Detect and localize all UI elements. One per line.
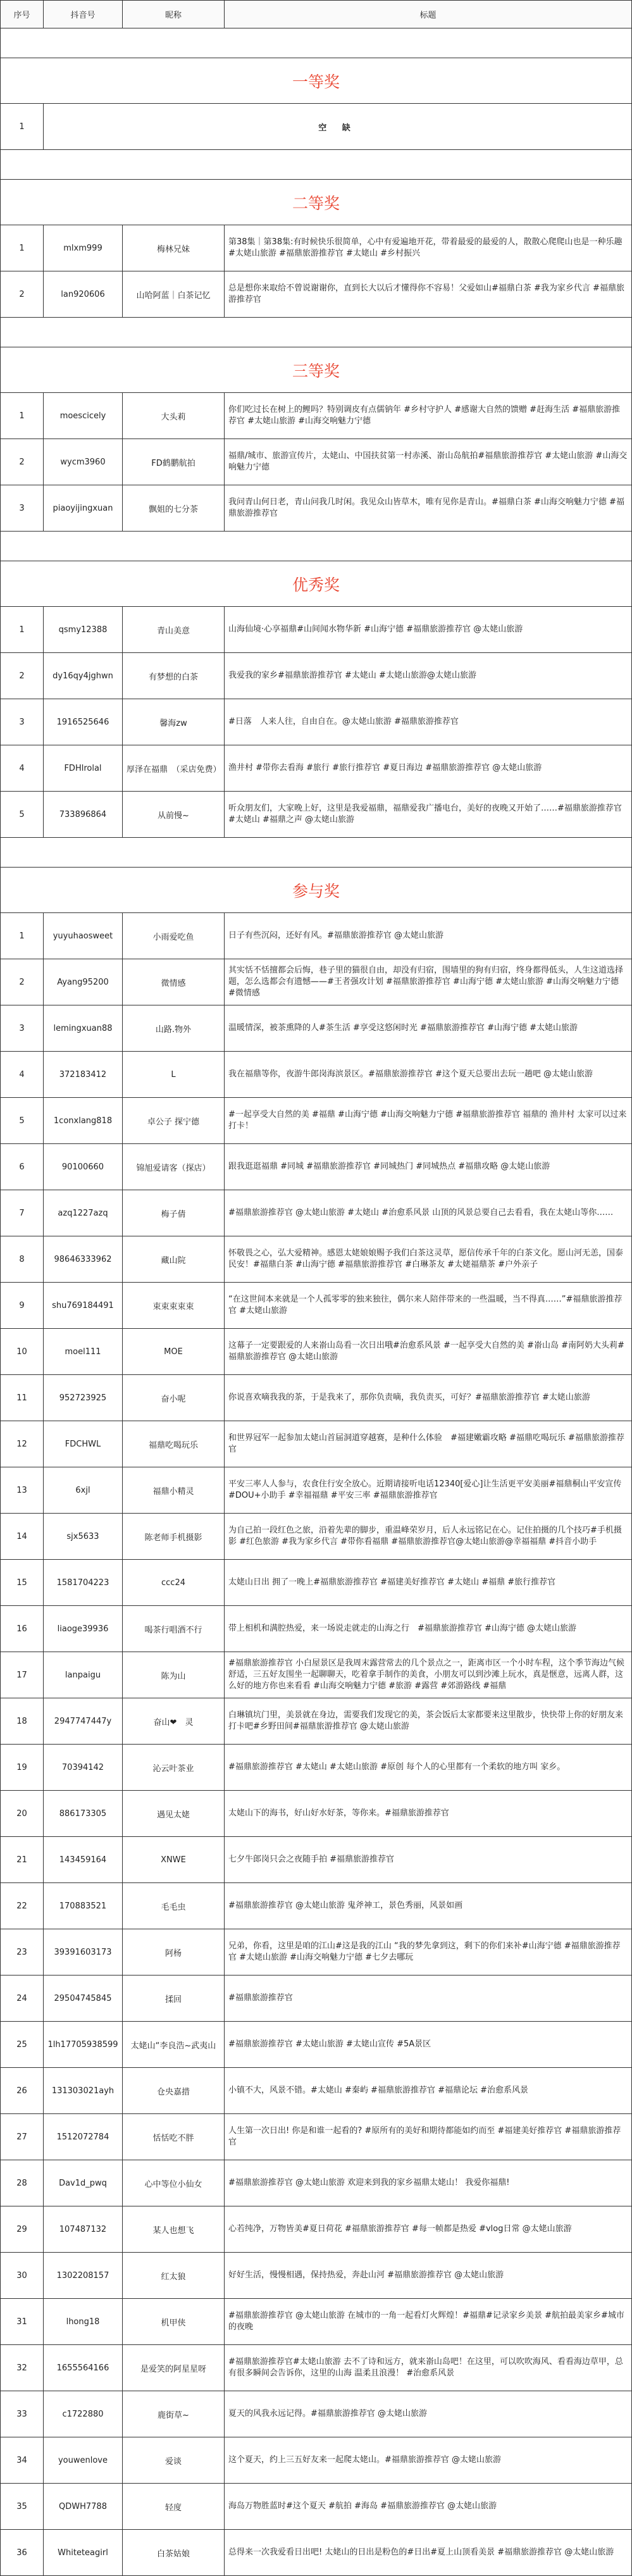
row-number: 11	[1, 1375, 44, 1421]
row-number: 28	[1, 2160, 44, 2206]
spacer-row	[1, 838, 632, 868]
section-heading: 三等奖	[1, 347, 632, 393]
table-row	[1, 2299, 632, 2345]
section-heading: 一等奖	[1, 58, 632, 104]
row-number: 3	[1, 699, 44, 745]
douyin-account: FDCHWL	[44, 1421, 123, 1467]
video-title: 其实恬不恬擅都会后悔，巷子里的猫很自由，却没有归宿，围墙里的狗有归宿，终身都得低头，人生这道选择题，怎么选都会有遗憾——#王者强攻计划 #福鼎旅游推荐官 #山海宁德 #太姥山旅游 #山海交响魅力宁德 #微情感	[225, 959, 632, 1005]
row-number: 22	[1, 1883, 44, 1929]
douyin-account: 70394142	[44, 1745, 123, 1791]
video-title: 海岛万物胜蓝时#这个夏天 #航拍 #海岛 #福鼎旅游推荐官 @太姥山旅游	[225, 2484, 632, 2530]
section-heading-row	[1, 561, 632, 607]
row-number: 12	[1, 1421, 44, 1467]
douyin-account: 1302208157	[44, 2253, 123, 2299]
row-number: 30	[1, 2253, 44, 2299]
video-title: 夏天的风我永远记得。#福鼎旅游推荐官 @太姥山旅游	[225, 2391, 632, 2437]
douyin-account: 98646333962	[44, 1236, 123, 1283]
nickname: 喝茶行唱酒不行	[123, 1606, 225, 1652]
row-number: 16	[1, 1606, 44, 1652]
row-number: 4	[1, 1052, 44, 1098]
row-number: 17	[1, 1652, 44, 1698]
nickname: 红太狼	[123, 2253, 225, 2299]
douyin-account: dy16qy4jghwn	[44, 653, 123, 699]
table-row	[1, 271, 632, 318]
video-title: #福鼎旅游推荐官 #太姥山 #太姥山旅游 #原创 每个人的心里都有一个柔软的地方叫 家乡。	[225, 1745, 632, 1791]
nickname: 奋山❤ 灵	[123, 1698, 225, 1745]
nickname: 毛毛虫	[123, 1883, 225, 1929]
row-number: 23	[1, 1929, 44, 1976]
video-title: 第38集｜第38集:有时候快乐很简单，心中有爱遍地开花，带着最爱的最爱的人，散散心爬爬山也是一种乐趣#太姥山旅游 #福鼎旅游推荐官 #太姥山 #乡村振兴	[225, 225, 632, 271]
video-title: #日落 人来人往，自由自在。@太姥山旅游 #福鼎旅游推荐官	[225, 699, 632, 745]
table-row	[1, 2160, 632, 2206]
video-title: 总是想你来取给不曾说谢谢你，直到长大以后才懂得你不容易！父爱如山#福鼎白茶 #我为家乡代言 #福鼎旅游推荐官	[225, 271, 632, 318]
nickname: 有梦想的白茶	[123, 653, 225, 699]
video-title: 这幕子一定要跟爱的人来嵛山岛看一次日出哦#治愈系风景 #一起享受大自然的美 #嵛山岛 #南阿奶大头莉#福鼎旅游推荐官 @太姥山旅游	[225, 1329, 632, 1375]
nickname: 馨海zw	[123, 699, 225, 745]
table-row	[1, 104, 632, 150]
douyin-account: 1lh17705938599	[44, 2022, 123, 2068]
douyin-account: 39391603173	[44, 1929, 123, 1976]
row-number: 18	[1, 1698, 44, 1745]
section-heading-row	[1, 58, 632, 104]
row-number: 20	[1, 1791, 44, 1837]
table-row	[1, 2022, 632, 2068]
douyin-account: azq1227azq	[44, 1190, 123, 1236]
awards-body	[1, 28, 632, 2576]
douyin-account: piaoyijingxuan	[44, 485, 123, 532]
table-row	[1, 1514, 632, 1560]
nickname: 藏山院	[123, 1236, 225, 1283]
table-row	[1, 1745, 632, 1791]
douyin-account: lemingxuan88	[44, 1005, 123, 1052]
table-row	[1, 2253, 632, 2299]
row-number: 35	[1, 2484, 44, 2530]
nickname: 白茶姑娘	[123, 2530, 225, 2576]
nickname: 仓央嘉措	[123, 2068, 225, 2114]
video-title: #福鼎旅游推荐官 @太姥山旅游 欢迎来到我的家乡福鼎太姥山！ 我爱你福鼎!	[225, 2160, 632, 2206]
nickname: ccc24	[123, 1560, 225, 1606]
douyin-account: 1655564166	[44, 2345, 123, 2391]
table-row	[1, 699, 632, 745]
douyin-account: 90100660	[44, 1144, 123, 1190]
table-row	[1, 959, 632, 1005]
table-row	[1, 2206, 632, 2253]
row-number: 9	[1, 1283, 44, 1329]
douyin-account: 29504745845	[44, 1976, 123, 2022]
video-title: 山海仙境·心享福鼎#山间闻水物华新 #山海宁德 #福鼎旅游推荐官 @太姥山旅游	[225, 607, 632, 653]
video-title: 你们吃过长在树上的鲤吗？特别调皮有点儒钠年 #乡村守护人 #感谢大自然的馈赠 #赶海生活 #福鼎旅游推荐官 #太姥山旅游 #山海交响魅力宁德	[225, 393, 632, 439]
row-number: 5	[1, 1098, 44, 1144]
douyin-account: Whiteteagirl	[44, 2530, 123, 2576]
table-row	[1, 913, 632, 959]
nickname: 某人也想飞	[123, 2206, 225, 2253]
table-row	[1, 1236, 632, 1283]
section-heading-row	[1, 347, 632, 393]
video-title: 我问青山何日老，青山问我几时闲。我见众山皆草木，唯有见你是青山。#福鼎白茶 #山海交响魅力宁德 #福鼎旅游推荐官	[225, 485, 632, 532]
video-title: #福鼎旅游推荐官	[225, 1976, 632, 2022]
row-number: 15	[1, 1560, 44, 1606]
row-number: 1	[1, 607, 44, 653]
douyin-account: 952723925	[44, 1375, 123, 1421]
video-title: 我在福鼎等你，夜游牛郎岗海滨景区。#福鼎旅游推荐官 #这个夏天总要出去玩一趟吧 @太姥山旅游	[225, 1052, 632, 1098]
douyin-account: 170883521	[44, 1883, 123, 1929]
nickname: 恬恬吃不胖	[123, 2114, 225, 2160]
row-number: 26	[1, 2068, 44, 2114]
row-number: 33	[1, 2391, 44, 2437]
nickname: 厚泽在福鼎 （采店免费）	[123, 745, 225, 792]
spacer-row	[1, 28, 632, 58]
video-title: 七夕牛郎岗只会之夜随手拍 #福鼎旅游推荐官	[225, 1837, 632, 1883]
video-title: 小镇不大，风景不错。#太姥山 #秦屿 #福鼎旅游推荐官 #福鼎论坛 #治愈系风景	[225, 2068, 632, 2114]
nickname: 山路.物外	[123, 1005, 225, 1052]
table-row	[1, 1606, 632, 1652]
nickname: 微情感	[123, 959, 225, 1005]
video-title: 平安三率人人参与，农食住行安全放心。近期请接听电话12340[爱心]让生活更平安美丽#福鼎桐山平安宣传#DOU+小助手 #幸福福鼎 #平安三率 #福鼎旅游推荐官	[225, 1467, 632, 1514]
nickname: 陈为山	[123, 1652, 225, 1698]
video-title: #福鼎旅游推荐官 小白屋景区是我周末露营常去的几个景点之一，距离市区一个小时车程，这个季节海边气候舒适，三五好友围坐一起聊聊天，吃着拿手制作的美食，小朋友可以到沙滩上玩水，真是惬意，远离人群，这么好的地方你也来看看 #山海交响魅力宁德 #旅游 #露营 #郊游路线 #福鼎	[225, 1652, 632, 1698]
douyin-account: 107487132	[44, 2206, 123, 2253]
nickname: 从前慢~	[123, 792, 225, 838]
douyin-account: 143459164	[44, 1837, 123, 1883]
row-number: 27	[1, 2114, 44, 2160]
douyin-account: 1916525646	[44, 699, 123, 745]
douyin-account: 372183412	[44, 1052, 123, 1098]
table-row	[1, 225, 632, 271]
nickname: 小雨爱吃鱼	[123, 913, 225, 959]
nickname: 是爱笑的阿星星呀	[123, 2345, 225, 2391]
header-no: 序号	[1, 1, 44, 28]
spacer-row	[1, 150, 632, 180]
nickname: 揉回	[123, 1976, 225, 2022]
video-title: “在这世间本来就是一个人孤零零的独来独往，偶尔来人陪伴带来的一些温暖，当不得真……”#福鼎旅游推荐官 #太姥山旅游	[225, 1283, 632, 1329]
video-title: 温暖情深，被茶熏降的人#茶生活 #享受这悠闲时光 #福鼎旅游推荐官 #山海宁德 #太姥山旅游	[225, 1005, 632, 1052]
header-nickname: 昵称	[123, 1, 225, 28]
header-title: 标题	[225, 1, 632, 28]
table-row	[1, 2345, 632, 2391]
table-row	[1, 1283, 632, 1329]
video-title: #福鼎旅游推荐官 @太姥山旅游 #太姥山 #治愈系风景 山顶的风景总要自己去看看，我在太姥山等你……	[225, 1190, 632, 1236]
video-title: #一起享受大自然的美 #福鼎 #山海宁德 #山海交响魅力宁德 #福鼎旅游推荐官 福鼎的 渔井村 太家可以过来打卡！	[225, 1098, 632, 1144]
table-row	[1, 1976, 632, 2022]
row-number: 8	[1, 1236, 44, 1283]
video-title: 渔井村 #带你去看海 #旅行 #旅行推荐官 #夏日海边 #福鼎旅游推荐官 @太姥山旅游	[225, 745, 632, 792]
douyin-account: lan920606	[44, 271, 123, 318]
nickname: 沁云叶茶业	[123, 1745, 225, 1791]
video-title: 怀敬畏之心，弘大爱精神。感恩太姥娘娘赐予我们白茶这灵草，愿信传承千年的白茶文化。愿山河无恙，国泰民安！#福鼎白茶 #山海宁德 #福鼎旅游推荐官 #白琳茶友 #太姥福鼎茶 #户外亲子	[225, 1236, 632, 1283]
video-title: 福鼎/城市、旅游宣传片，太姥山、中国扶贫第一村赤溪、嵛山岛航拍#福鼎旅游推荐官 #太姥山旅游 #山海交响魅力宁德	[225, 439, 632, 485]
table-row	[1, 1098, 632, 1144]
douyin-account: liaoge39936	[44, 1606, 123, 1652]
nickname: 卓公子 探宁德	[123, 1098, 225, 1144]
douyin-account: 131303021ayh	[44, 2068, 123, 2114]
douyin-account: c1722880	[44, 2391, 123, 2437]
row-number: 2	[1, 653, 44, 699]
douyin-account: FDHlrolal	[44, 745, 123, 792]
table-row	[1, 1421, 632, 1467]
row-number: 2	[1, 271, 44, 318]
video-title: #福鼎旅游推荐官 @太姥山旅游 鬼斧神工，景色秀丽，风景如画	[225, 1883, 632, 1929]
table-row	[1, 1467, 632, 1514]
douyin-account: 733896864	[44, 792, 123, 838]
table-row	[1, 1929, 632, 1976]
video-title: 带上相机和满腔热爱，来一场说走就走的山海之行 #福鼎旅游推荐官 #山海宁德 @太姥山旅游	[225, 1606, 632, 1652]
nickname: 爱谈	[123, 2437, 225, 2484]
video-title: 我爱我的家乡#福鼎旅游推荐官 #太姥山 #太姥山旅游@太姥山旅游	[225, 653, 632, 699]
douyin-account: lanpaigu	[44, 1652, 123, 1698]
nickname: 太姥山“李良浩~武夷山	[123, 2022, 225, 2068]
nickname: 机甲侠	[123, 2299, 225, 2345]
video-title: #福鼎旅游推荐官 @太姥山旅游 在城市的一角一起看灯火辉煌！#福鼎#记录家乡美景 #航拍最美家乡#城市的夜晚	[225, 2299, 632, 2345]
table-row	[1, 2068, 632, 2114]
row-number: 2	[1, 439, 44, 485]
table-row	[1, 2391, 632, 2437]
nickname: 鹿街草~	[123, 2391, 225, 2437]
table-row	[1, 745, 632, 792]
nickname: 梅子倩	[123, 1190, 225, 1236]
douyin-account: 1581704223	[44, 1560, 123, 1606]
douyin-account: sjx5633	[44, 1514, 123, 1560]
section-heading-row	[1, 868, 632, 913]
row-number: 1	[1, 104, 44, 150]
nickname: 福鼎吃喝玩乐	[123, 1421, 225, 1467]
nickname: 轻度	[123, 2484, 225, 2530]
row-number: 7	[1, 1190, 44, 1236]
row-number: 19	[1, 1745, 44, 1791]
table-row	[1, 2437, 632, 2484]
nickname: 山哈阿蓝｜白茶记忆	[123, 271, 225, 318]
nickname: L	[123, 1052, 225, 1098]
table-row	[1, 485, 632, 532]
table-row	[1, 653, 632, 699]
table-row	[1, 1698, 632, 1745]
table-row	[1, 1329, 632, 1375]
nickname: 阿杨	[123, 1929, 225, 1976]
header-row	[1, 1, 632, 28]
douyin-account: shu769184491	[44, 1283, 123, 1329]
row-number: 4	[1, 745, 44, 792]
video-title: 人生第一次日出! 你是和谁一起看的? #原所有的美好和期待都能如约而至 #福建美好推荐官 #福鼎旅游推荐官	[225, 2114, 632, 2160]
video-title: 为自己拍一段红色之旅，沿着先辈的脚步，重温峰荣岁月，后人永远铭记在心。记住拍摄的几个技巧#手机摄影 #红色旅游 #我为家乡代言 #带你看福鼎 #福鼎旅游推荐官@太姥山旅游@幸福福鼎 #抖音小助手	[225, 1514, 632, 1560]
table-row	[1, 1560, 632, 1606]
nickname: 梅林兄妹	[123, 225, 225, 271]
table-row	[1, 2530, 632, 2576]
video-title: 好好生活，慢慢相遇，保持热爱，奔赴山河 #福鼎旅游推荐官 @太姥山旅游	[225, 2253, 632, 2299]
section-heading: 参与奖	[1, 868, 632, 913]
douyin-account: wycm3960	[44, 439, 123, 485]
table-row	[1, 1883, 632, 1929]
row-number: 32	[1, 2345, 44, 2391]
douyin-account: 2947747447y	[44, 1698, 123, 1745]
nickname: 心中等位小仙女	[123, 2160, 225, 2206]
nickname: 束束束束束	[123, 1283, 225, 1329]
douyin-account: moel111	[44, 1329, 123, 1375]
row-number: 5	[1, 792, 44, 838]
video-title: 日子有些沉闷，还好有风。#福鼎旅游推荐官 @太姥山旅游	[225, 913, 632, 959]
table-row	[1, 1791, 632, 1837]
row-number: 29	[1, 2206, 44, 2253]
douyin-account: yuyuhaosweet	[44, 913, 123, 959]
table-row	[1, 2484, 632, 2530]
section-heading: 优秀奖	[1, 561, 632, 607]
douyin-account: mlxm999	[44, 225, 123, 271]
nickname: 奋小呢	[123, 1375, 225, 1421]
row-number: 34	[1, 2437, 44, 2484]
video-title: 和世界冠军一起参加太姥山首届洞道穿越赛，是种什么体验 #福建嫩霸攻略 #福鼎吃喝玩乐 #福鼎旅游推荐官	[225, 1421, 632, 1467]
section-heading-row	[1, 180, 632, 225]
row-number: 3	[1, 1005, 44, 1052]
douyin-account: Dav1d_pwq	[44, 2160, 123, 2206]
video-title: #福鼎旅游推荐官#太姥山旅游 去不了诗和远方，就来嵛山岛吧！在这里，可以吹吹海风、看看海边草甲，总有很多瞬间会告诉你，这里的山海 温柔且浪漫！ #治愈系风景	[225, 2345, 632, 2391]
row-number: 14	[1, 1514, 44, 1560]
video-title: 你说喜欢嘀我我的茶，于是我来了，那你负责嘀，我负责买，可好？#福鼎旅游推荐官 #太姥山旅游	[225, 1375, 632, 1421]
row-number: 10	[1, 1329, 44, 1375]
video-title: 太姥山下的海书，好山好水好茶，等你来。#福鼎旅游推荐官	[225, 1791, 632, 1837]
row-number: 3	[1, 485, 44, 532]
nickname: MOE	[123, 1329, 225, 1375]
vacant-cell: 空 缺	[44, 104, 632, 150]
header-account: 抖音号	[44, 1, 123, 28]
spacer-row	[1, 532, 632, 561]
row-number: 36	[1, 2530, 44, 2576]
video-title: 兄弟，你看，这里是咱的江山#这是我的江山 “我的梦先拿到这，剩下的你们来补#山海宁德 #福鼎旅游推荐官 #太姥山旅游 #山海交响魅力宁德 #七夕去哪玩	[225, 1929, 632, 1976]
table-row	[1, 1375, 632, 1421]
video-title: 这个夏天，约上三五好友来一起爬太姥山。#福鼎旅游推荐官 @太姥山旅游	[225, 2437, 632, 2484]
table-row	[1, 1005, 632, 1052]
table-row	[1, 1837, 632, 1883]
douyin-account: 1conxlang818	[44, 1098, 123, 1144]
nickname: 青山美意	[123, 607, 225, 653]
table-row	[1, 2114, 632, 2160]
table-row	[1, 792, 632, 838]
table-row	[1, 1052, 632, 1098]
row-number: 1	[1, 393, 44, 439]
row-number: 31	[1, 2299, 44, 2345]
douyin-account: 6xjl	[44, 1467, 123, 1514]
video-title: 跟我逛逛福鼎 #同城 #福鼎旅游推荐官 #同城热门 #同城热点 #福鼎攻略 @太姥山旅游	[225, 1144, 632, 1190]
douyin-account: 1512072784	[44, 2114, 123, 2160]
spacer-row	[1, 318, 632, 347]
douyin-account: qsmy12388	[44, 607, 123, 653]
table-row	[1, 1144, 632, 1190]
table-row	[1, 1652, 632, 1698]
video-title: 心若纯净，万物皆美#夏日荷花 #福鼎旅游推荐官 #每一帧都是热爱 #vlog日常 @太姥山旅游	[225, 2206, 632, 2253]
row-number: 24	[1, 1976, 44, 2022]
douyin-account: lhong18	[44, 2299, 123, 2345]
nickname: 锦旭爱请客（探店）	[123, 1144, 225, 1190]
video-title: 听众朋友们，大家晚上好，这里是我爱福鼎，福鼎爱我广播电台，美好的夜晚又开始了……#福鼎旅游推荐官 #太姥山 #福鼎之声 @太姥山旅游	[225, 792, 632, 838]
row-number: 25	[1, 2022, 44, 2068]
nickname: FD鹤鹏航拍	[123, 439, 225, 485]
section-heading: 二等奖	[1, 180, 632, 225]
row-number: 1	[1, 913, 44, 959]
table-row	[1, 1190, 632, 1236]
table-row	[1, 393, 632, 439]
nickname: XNWE	[123, 1837, 225, 1883]
video-title: #福鼎旅游推荐官 #太姥山旅游 #太姥山宣传 #5A景区	[225, 2022, 632, 2068]
nickname: 遇见太姥	[123, 1791, 225, 1837]
video-title: 白琳镇坑门里，美景就在身边，需要我们发现它的美，茶会饭后太家都要来这里散步，快快带上你的好朋友来打卡吧#乡野田间#福鼎旅游推荐官 @太姥山旅游	[225, 1698, 632, 1745]
video-title: 总得来一次我爱看日出吧! 太姥山的日出是粉色的#日出#夏上山顶看美景 #福鼎旅游推荐官 @太姥山旅游	[225, 2530, 632, 2576]
douyin-account: moescicely	[44, 393, 123, 439]
row-number: 1	[1, 225, 44, 271]
table-row	[1, 607, 632, 653]
douyin-account: youwenlove	[44, 2437, 123, 2484]
nickname: 大头莉	[123, 393, 225, 439]
table-row	[1, 439, 632, 485]
nickname: 陈老师手机摄影	[123, 1514, 225, 1560]
row-number: 21	[1, 1837, 44, 1883]
douyin-account: 886173305	[44, 1791, 123, 1837]
row-number: 13	[1, 1467, 44, 1514]
douyin-account: Ayang95200	[44, 959, 123, 1005]
nickname: 福鼎小精灵	[123, 1467, 225, 1514]
douyin-account: QDWH7788	[44, 2484, 123, 2530]
row-number: 2	[1, 959, 44, 1005]
row-number: 6	[1, 1144, 44, 1190]
video-title: 太姥山日出 拥了一晚上#福鼎旅游推荐官 #福建美好推荐官 #太姥山 #福鼎 #旅行推荐官	[225, 1560, 632, 1606]
nickname: 飘姐的七分茶	[123, 485, 225, 532]
